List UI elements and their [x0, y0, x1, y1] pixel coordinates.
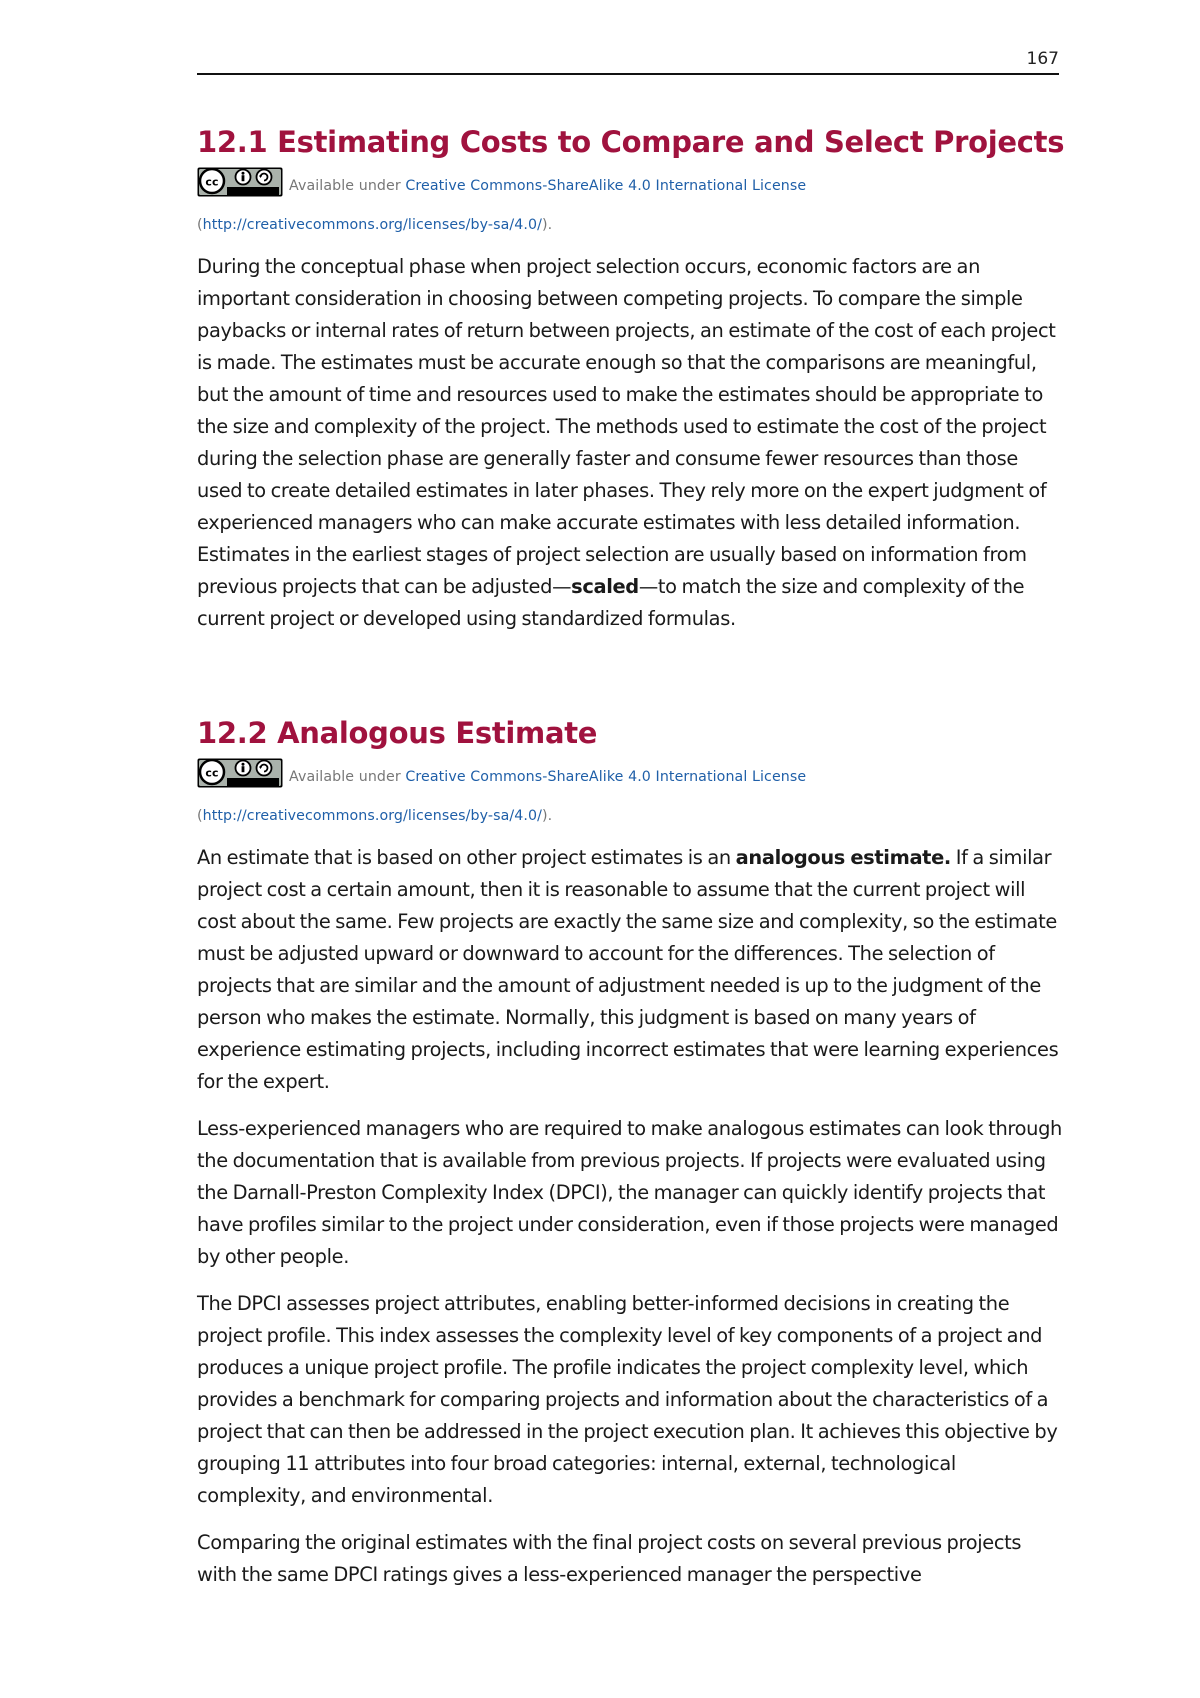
license-paren-open: (	[197, 808, 203, 824]
paragraph: Comparing the original estimates with the final project costs on several previous projects with the same DPCI ratings gives a less-experienced manager the perspective	[197, 1531, 1022, 1586]
cc-by-sa-badge-icon	[197, 758, 283, 800]
license-link[interactable]: Creative Commons-ShareAlike 4.0 International License	[405, 769, 807, 785]
header-rule	[197, 73, 1059, 75]
section-heading: 12.2 Analogous Estimate	[197, 716, 598, 750]
license-prefix: Available under	[289, 178, 406, 194]
license-paren-close: ).	[542, 808, 553, 824]
license-prefix: Available under	[289, 769, 406, 785]
paragraph: Less-experienced managers who are required to make analogous estimates can look through the documentation that is available from previous projects. If projects were evaluated using the Darnall-Preston Complexity Index (DPCI), the manager can quickly identify projects that have profiles similar to the project under consideration, even if those projects were managed by other people.	[197, 1117, 1062, 1268]
license-paren-open: (	[197, 217, 203, 233]
license-paren-close: ).	[542, 217, 553, 233]
paragraph-text: —to match the size and complexity of the current project or developed using standardized formulas.	[197, 575, 1025, 630]
license-notice	[197, 167, 1063, 241]
paragraph	[197, 251, 1063, 635]
section-heading: 12.1 Estimating Costs to Compare and Select Projects	[197, 125, 1065, 159]
paragraph-text: If a similar project cost a certain amount, then it is reasonable to assume that the current project will cost about the same. Few projects are exactly the same size and complexity, so the estimate must be adjusted upward or downward to account for the differences. The selection of projects that are similar and the amount of adjustment needed is up to the judgment of the person who makes the estimate. Normally, this judgment is based on many years of experience estimating projects, including incorrect estimates that were learning experiences for the expert.	[197, 846, 1059, 1093]
cc-by-sa-badge-icon	[197, 167, 283, 209]
license-link[interactable]: Creative Commons-ShareAlike 4.0 International License	[405, 178, 807, 194]
bold-term: scaled	[571, 575, 639, 598]
svg-text:cc: cc	[205, 766, 219, 780]
section-12-2	[197, 716, 1063, 1591]
svg-text:cc: cc	[205, 175, 219, 189]
paragraph-text: An estimate that is based on other project estimates is an	[197, 846, 736, 869]
paragraph	[197, 842, 1063, 1098]
paragraph: The DPCI assesses project attributes, enabling better-informed decisions in creating the project profile. This index assesses the complexity level of key components of a project and produces a unique project profile. The profile indicates the project complexity level, which provides a benchmark for comparing projects and information about the characteristics of a project that can then be addressed in the project execution plan. It achieves this objective by grouping 11 attributes into four broad categories: internal, external, technological complexity, and environmental.	[197, 1292, 1058, 1507]
bold-term: analogous estimate.	[735, 846, 951, 869]
page-number: 167	[1026, 49, 1059, 69]
license-url-link[interactable]: http://creativecommons.org/licenses/by-sa/4.0/	[202, 217, 542, 233]
license-notice	[197, 758, 1063, 832]
section-12-1	[197, 125, 1063, 635]
paragraph-text: During the conceptual phase when project selection occurs, economic factors are an important consideration in choosing between competing projects. To compare the simple paybacks or internal rates of return between projects, an estimate of the cost of each project is made. The estimates must be accurate enough so that the comparisons are meaningful, but the amount of time and resources used to make the estimates should be appropriate to the size and complexity of the project. The methods used to estimate the cost of the project during the selection phase are generally faster and consume fewer resources than those used to create detailed estimates in later phases. They rely more on the expert judgment of experienced managers who can make accurate estimates with less detailed information. Estimates in the earliest stages of project selection are usually based on information from previous projects that can be adjusted—	[197, 255, 1056, 598]
license-url-link[interactable]: http://creativecommons.org/licenses/by-sa/4.0/	[202, 808, 542, 824]
